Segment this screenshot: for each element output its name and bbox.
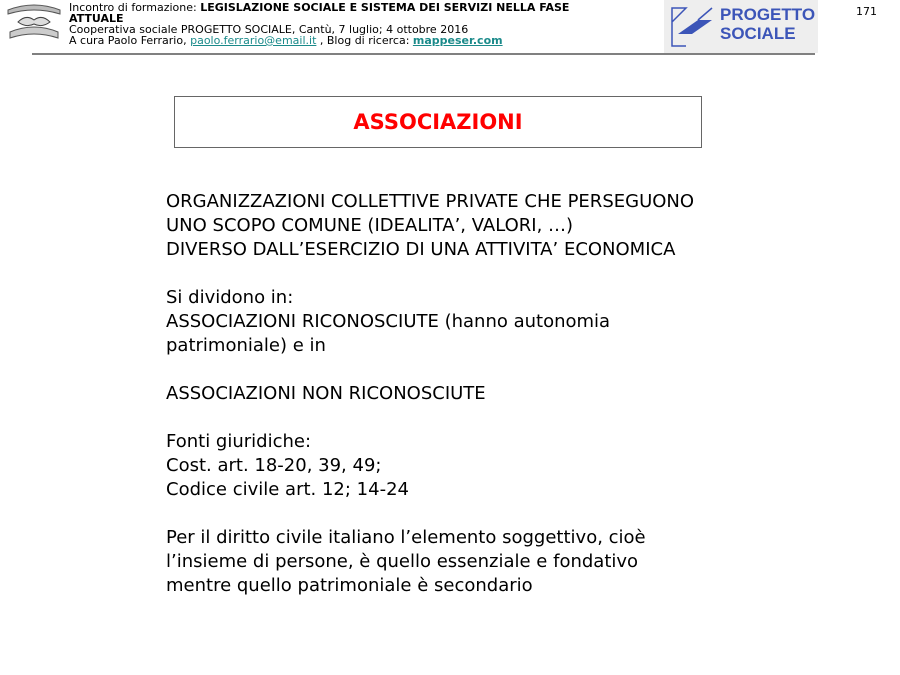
logo-line2: SOCIALE [720,24,796,43]
email-link[interactable]: paolo.ferrario@email.it [190,34,317,47]
blog-label: , Blog di ricerca: [316,34,413,47]
author-text: A cura Paolo Ferrario, [69,34,191,47]
course-title-cont: ATTUALE [69,12,124,25]
definition-line: DIVERSO DALL’ESERCIZIO DI UNA ATTIVITA’ ECONOMICA [166,239,676,260]
header-info [69,2,649,46]
definition-line: UNO SCOPO COMUNE (IDEALITA’, VALORI, …) [166,215,574,236]
header-prefix: Incontro di formazione: [69,1,201,14]
logo-mark-icon [664,0,720,53]
sources-line: Codice civile art. 12; 14-24 [166,479,409,500]
progetto-sociale-logo [664,0,818,53]
sources-line: Fonti giuridiche: [166,431,312,452]
body-text [166,190,816,598]
note-line: l’insieme di persone, è quello essenziale e fondativo [166,551,639,572]
note-line: Per il diritto civile italiano l’elemento soggettivo, cioè [166,527,646,548]
header-divider [32,53,815,55]
division-line: ASSOCIAZIONI RICONOSCIUTE (hanno autonomia [166,311,611,332]
sources-line: Cost. art. 18-20, 39, 49; [166,455,382,476]
logo-line1: PROGETTO [720,5,816,24]
organizer-line: Cooperativa sociale PROGETTO SOCIALE, Cantù, 7 luglio; 4 ottobre 2016 [69,23,469,36]
handshake-logo-icon [4,2,64,42]
blog-link[interactable]: mappeser.com [412,34,503,47]
division-line: Si dividono in: [166,287,294,308]
page-title: ASSOCIAZIONI [353,110,523,134]
course-title: LEGISLAZIONE SOCIALE E SISTEMA DEI SERVIZI NELLA FASE [200,1,570,14]
definition-line: ORGANIZZAZIONI COLLETTIVE PRIVATE CHE PERSEGUONO [166,191,695,212]
page-number: 171 [856,5,877,18]
division-line: ASSOCIAZIONI NON RICONOSCIUTE [166,383,486,404]
note-line: mentre quello patrimoniale è secondario [166,575,533,596]
title-box [174,96,702,148]
division-line: patrimoniale) e in [166,335,326,356]
